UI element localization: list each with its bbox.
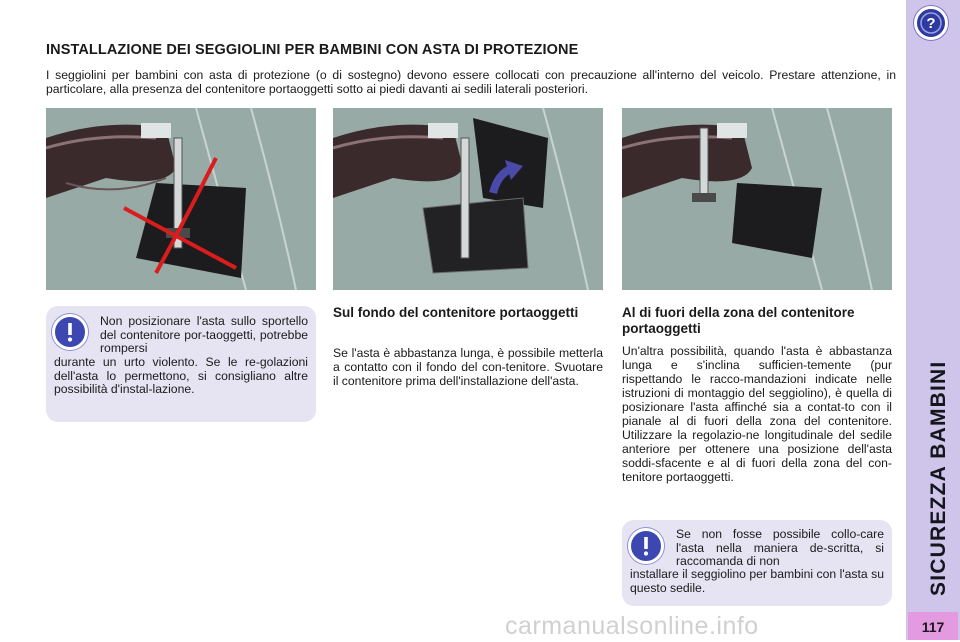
watermark: carmanualsonline.info (505, 612, 759, 640)
photo-rod-on-lid-incorrect (46, 108, 316, 290)
warning-exclamation-icon (52, 314, 88, 350)
right-column-text: Un'altra possibilità, quando l'asta è abbastanza lunga e s'inclina sufficien-temente (pur rispettando le racco-mandazioni indicate nelle istruzioni di montaggio del seggiolino), è quella di posizionare l'asta affinché sia a contat-to con il pianale al di fuori della zona del contenitore. Utilizzare la regolazio-ne longitudinale del sedile anteriore per ottenere una posizione dell'asta soddi-sfacente e al di fuori della zona del con-tenitore portaoggetti. (622, 344, 892, 484)
warning-text-rest: durante un urto violento. Se le re-golazioni dell'asta lo permettono, si consigliano altre possibilità d'instal-lazione. (54, 355, 308, 396)
page-heading: INSTALLAZIONE DEI SEGGIOLINI PER BAMBINI CON ASTA DI PROTEZIONE (46, 42, 579, 58)
right-column-title: Al di fuori della zona del contenitore portaoggetti (622, 305, 855, 336)
intro-paragraph: I seggiolini per bambini con asta di protezione (o di sostegno) devono essere collocati con precauzione all'interno del veicolo. Prestare attenzione, in particolare, alla presenza del contenitore portaoggetti sotto ai piedi davanti ai sedili laterali posteriori. (46, 68, 896, 96)
warning-box-lid (46, 306, 316, 422)
warning-exclamation-icon (628, 528, 664, 564)
section-title-text: SICUREZZA BAMBINI (927, 360, 950, 596)
page-number: 117 (908, 612, 958, 640)
warning-text-start: Se non fosse possibile collo-care l'asta nella maniera de-scritta, si raccomanda di non (676, 527, 884, 568)
middle-column-title: Sul fondo del contenitore portaoggetti (333, 305, 579, 320)
svg-text:?: ? (926, 15, 936, 32)
photo-rod-in-container (333, 108, 603, 290)
warning-text-start: Non posizionare l'asta sullo sportello del contenitore por-taoggetti, potrebbe rompersi (100, 314, 308, 355)
warning-text-rest: installare il seggiolino per bambini con l'asta su questo sedile. (630, 567, 884, 595)
warning-box-seat (622, 520, 892, 606)
help-icon (914, 6, 948, 40)
photo-rod-outside-container (622, 108, 892, 290)
section-title-vertical (902, 200, 960, 600)
middle-column-text: Se l'asta è abbastanza lunga, è possibile metterla a contatto con il fondo del con-tenitore. Svuotare il contenitore prima dell'installazione dell'asta. (333, 346, 603, 388)
